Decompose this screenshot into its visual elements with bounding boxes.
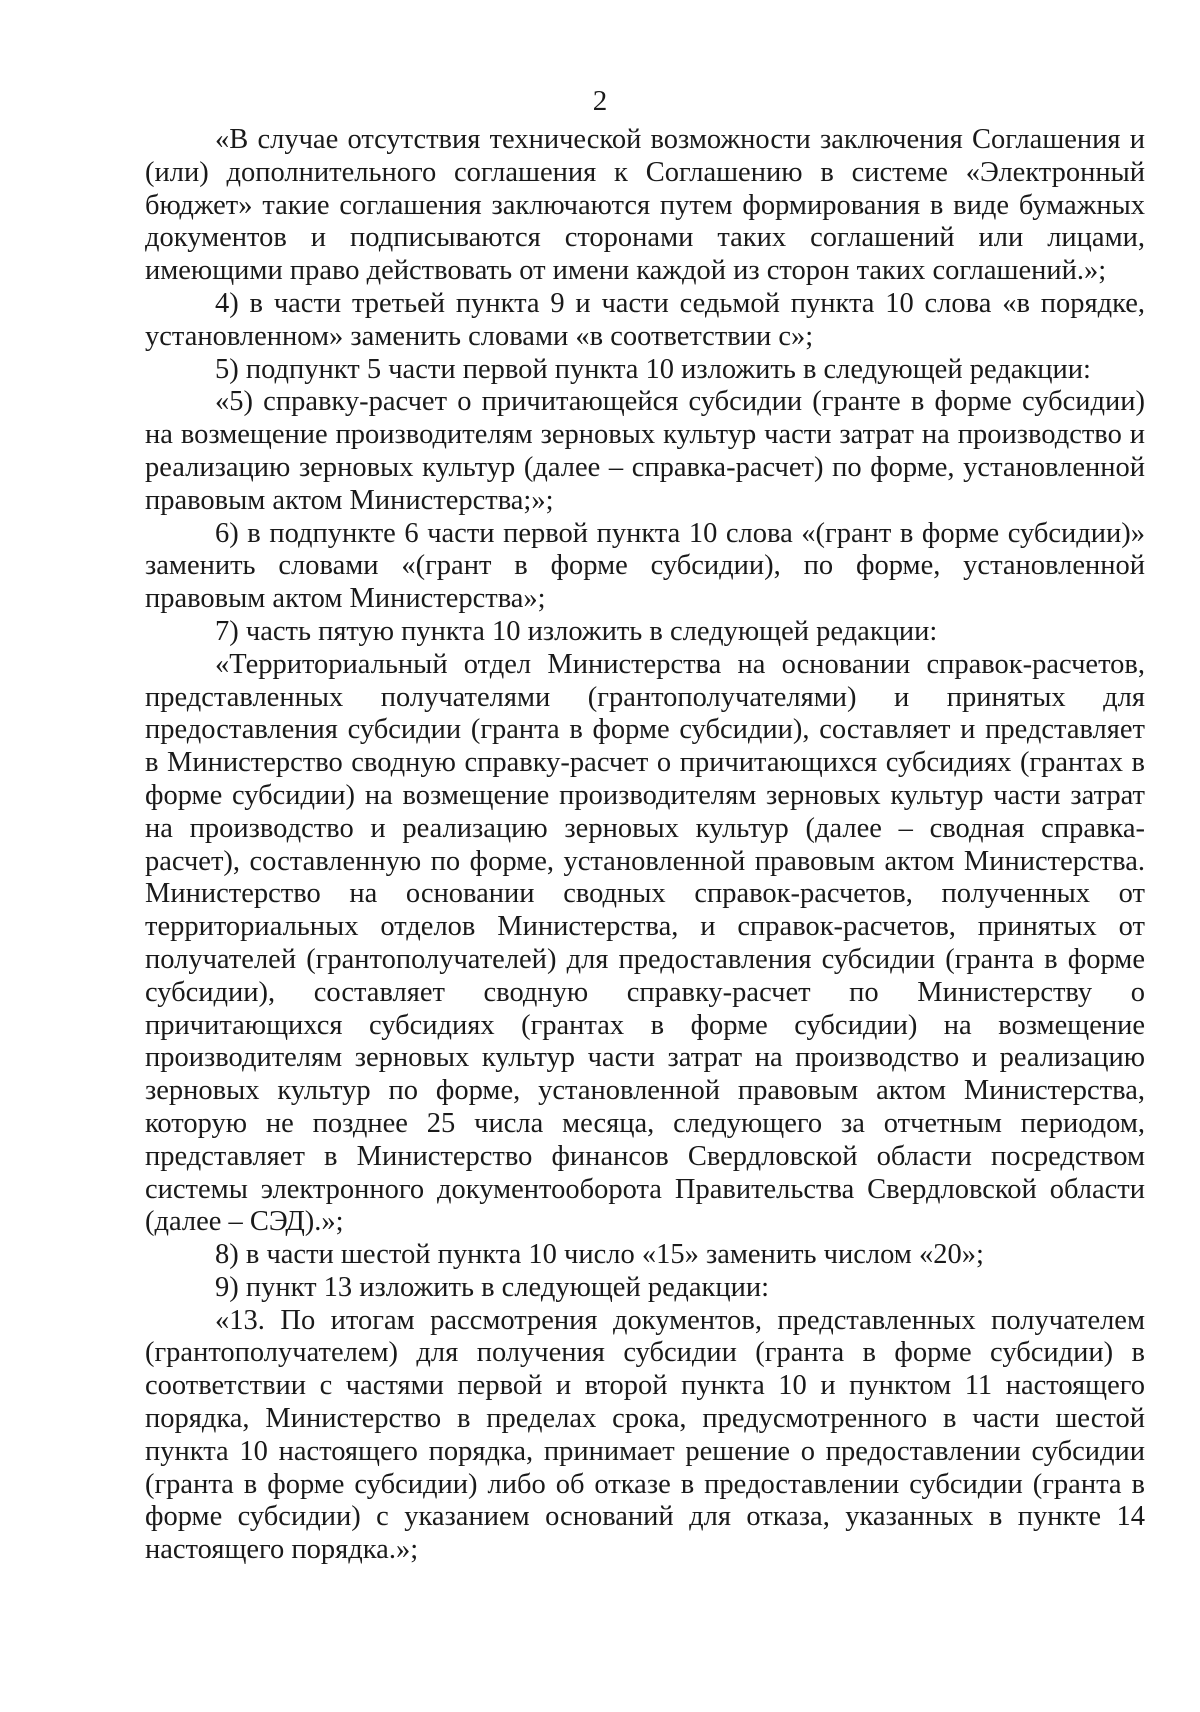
paragraph-quote-territorial-department: «Территориальный отдел Министерства на основании справок-расчетов, представленных получателями (грантополучателями) и принятых для предоставления субсидии (гранта в форме субсидии), составляет и представляет в Министерство сводную справку-расчет о причитающихся субсидиях (грантах в форме субсидии) на возмещение производителям зерновых культур части затрат на производство и реализацию зерновых культур (далее – сводная справка-расчет), составленную по форме, установленной правовым актом Министерства. Министерство на основании сводных справок-расчетов, полученных от территориальных отделов Министерства, и справок-расчетов, принятых от получателей (грантополучателей) для предоставления субсидии (гранта в форме субсидии), составляет сводную справку-расчет по Министерству о причитающихся субсидиях (грантах в форме субсидии) на возмещение производителям зерновых культур части затрат на производство и реализацию зерновых культур по форме, установленной правовым актом Министерства, которую не позднее 25 числа месяца, следующего за отчетным периодом, представляет в Министерство финансов Свердловской области посредством системы электронного документооборота Правительства Свердловской области (далее – СЭД).»;	[145, 648, 1145, 1238]
paragraph-item-9: 9) пункт 13 изложить в следующей редакции:	[215, 1271, 770, 1303]
paragraph-quote-agreement: «В случае отсутствия технической возможности заключения Соглашения и (или) дополнительного соглашения к Соглашению в системе «Электронный бюджет» такие соглашения заключаются путем формирования в виде бумажных документов и подписываются сторонами таких соглашений или лицами, имеющими право действовать от имени каждой из сторон таких соглашений.»;	[145, 124, 1145, 287]
paragraph-quote-subitem-5: «5) справку-расчет о причитающейся субсидии (гранте в форме субсидии) на возмещение производителям зерновых культур части затрат на производство и реализацию зерновых культур (далее – справка-расчет) по форме, установленной правовым актом Министерства;»;	[145, 386, 1145, 516]
paragraph-item-6: 6) в подпункте 6 части первой пункта 10 слова «(грант в форме субсидии)» заменить словами «(грант в форме субсидии), по форме, установленной правовым актом Министерства»;	[145, 517, 1145, 615]
paragraph-item-4: 4) в части третьей пункта 9 и части седьмой пункта 10 слова «в порядке, установленном» заменить словами «в соответствии с»;	[145, 287, 1145, 352]
paragraph-item-5: 5) подпункт 5 части первой пункта 10 изложить в следующей редакции:	[215, 353, 1091, 385]
paragraph-item-8: 8) в части шестой пункта 10 число «15» заменить числом «20»;	[215, 1239, 984, 1271]
paragraph-item-7: 7) часть пятую пункта 10 изложить в следующей редакции:	[215, 615, 938, 647]
paragraph-quote-point-13: «13. По итогам рассмотрения документов, представленных получателем (грантополучателем) для получения субсидии (гранта в форме субсидии) в соответствии с частями первой и второй пункта 10 и пунктом 11 настоящего порядка, Министерство в пределах срока, предусмотренного в части шестой пункта 10 настоящего порядка, принимает решение о предоставлении субсидии (гранта в форме субсидии) либо об отказе в предоставлении субсидии (гранта в форме субсидии) с указанием оснований для отказа, указанных в пункте 14 настоящего порядка.»;	[145, 1304, 1145, 1566]
page-number: 2	[592, 85, 608, 117]
document-body	[145, 124, 1145, 1567]
